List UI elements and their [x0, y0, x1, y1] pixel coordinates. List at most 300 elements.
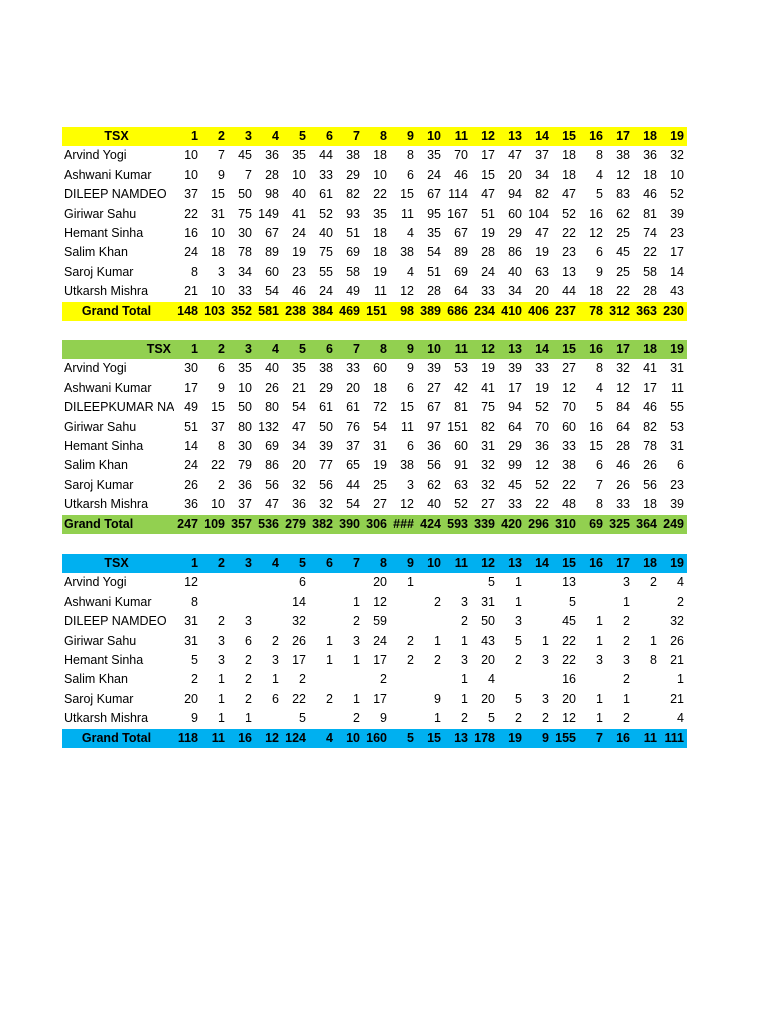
- table-cell: 69: [265, 439, 279, 454]
- table-cell: 55: [319, 264, 333, 279]
- table-cell: 11: [401, 206, 414, 221]
- table-cell: [633, 612, 660, 631]
- table-cell: [633, 709, 660, 728]
- table-cell: [390, 690, 417, 709]
- table-cell: 3: [461, 594, 468, 609]
- table-cell: 78: [238, 245, 252, 260]
- grand-total-cell: 69: [589, 516, 603, 531]
- table-cell: 89: [265, 245, 279, 260]
- table-cell: 18: [373, 148, 387, 163]
- table-cell: 4: [407, 264, 414, 279]
- table-cell: 31: [481, 594, 495, 609]
- table-cell: 20: [481, 653, 495, 668]
- table-cell: 50: [319, 419, 333, 434]
- grand-total-cell: 363: [636, 303, 657, 318]
- header-label: TSX: [146, 342, 171, 356]
- table-cell: 82: [481, 419, 495, 434]
- table-cell: 2: [515, 653, 522, 668]
- table-cell: 2: [326, 691, 333, 706]
- table-cell: 28: [427, 284, 441, 299]
- table-cell: 16: [184, 226, 198, 241]
- table-row: [62, 632, 687, 651]
- table-cell: 45: [562, 614, 576, 629]
- header-row: [62, 554, 687, 573]
- grand-total-cell: 16: [616, 730, 630, 745]
- grand-total-label: Grand Total: [81, 303, 152, 318]
- table-cell: 1: [218, 691, 225, 706]
- table-cell: 33: [238, 284, 252, 299]
- table-cell: 1: [461, 691, 468, 706]
- table-cell: 45: [616, 245, 630, 260]
- table-cell: 43: [481, 633, 495, 648]
- table-row: [62, 418, 687, 437]
- table-cell: 83: [616, 187, 630, 202]
- table-cell: [633, 670, 660, 689]
- table-cell: [228, 593, 255, 612]
- table-cell: 52: [535, 400, 549, 415]
- table-cell: 36: [427, 439, 441, 454]
- table-cell: 2: [407, 653, 414, 668]
- table-cell: 67: [265, 226, 279, 241]
- table-cell: 94: [508, 400, 522, 415]
- table-cell: 104: [528, 206, 549, 221]
- column-header: 5: [299, 129, 306, 143]
- column-header: 14: [535, 342, 549, 356]
- row-name: Utkarsh Mishra: [64, 711, 149, 726]
- table-cell: 40: [319, 226, 333, 241]
- table-cell: 49: [346, 284, 360, 299]
- table-cell: 22: [562, 633, 576, 648]
- table-cell: 19: [292, 245, 306, 260]
- table-cell: 36: [292, 497, 306, 512]
- table-cell: 1: [326, 633, 333, 648]
- table-cell: 27: [481, 497, 495, 512]
- table-cell: 82: [643, 419, 657, 434]
- table-cell: 19: [373, 458, 387, 473]
- column-header: 3: [245, 556, 252, 570]
- table-cell: 17: [643, 380, 657, 395]
- table-cell: 17: [373, 691, 387, 706]
- row-name: Hemant Sinha: [64, 653, 144, 668]
- table-cell: 78: [643, 439, 657, 454]
- table-cell: 6: [407, 439, 414, 454]
- table-cell: 62: [427, 477, 441, 492]
- column-header: 18: [643, 342, 657, 356]
- table-cell: 2: [245, 691, 252, 706]
- table-cell: 47: [292, 419, 306, 434]
- table-cell: 3: [218, 633, 225, 648]
- table-cell: 5: [299, 711, 306, 726]
- table-cell: 49: [184, 400, 198, 415]
- column-header: 3: [245, 129, 252, 143]
- table-cell: 2: [218, 614, 225, 629]
- column-header: 10: [427, 129, 441, 143]
- column-header: 1: [191, 556, 198, 570]
- row-name: Hemant Sinha: [64, 226, 144, 241]
- column-header: 13: [508, 342, 522, 356]
- table-cell: 1: [353, 594, 360, 609]
- table-cell: 31: [184, 633, 198, 648]
- table-cell: 35: [427, 148, 441, 163]
- table-cell: 26: [670, 633, 684, 648]
- table-cell: 36: [265, 148, 279, 163]
- table-cell: 1: [461, 633, 468, 648]
- table-cell: 23: [670, 226, 684, 241]
- table-cell: 12: [535, 458, 549, 473]
- table-cell: 15: [400, 187, 414, 202]
- table-cell: 2: [353, 614, 360, 629]
- grand-total-cell: 364: [636, 516, 657, 531]
- row-name: Salim Khan: [64, 245, 128, 260]
- table-cell: 1: [596, 633, 603, 648]
- table-cell: 38: [562, 458, 576, 473]
- table-cell: 32: [616, 361, 630, 376]
- row-name: DILEEPKUMAR NA: [64, 400, 174, 415]
- grand-total-cell: 109: [204, 516, 225, 531]
- table-cell: 22: [562, 477, 576, 492]
- table-cell: 32: [481, 458, 495, 473]
- table-cell: 24: [184, 458, 198, 473]
- table-cell: 51: [184, 419, 198, 434]
- table-cell: 39: [508, 361, 522, 376]
- table-cell: 29: [346, 167, 360, 182]
- table-cell: 19: [535, 245, 549, 260]
- table-cell: 17: [670, 245, 684, 260]
- table-cell: [633, 690, 660, 709]
- table-cell: 24: [481, 264, 495, 279]
- row-name: Hemant Sinha: [64, 439, 144, 454]
- grand-total-cell: 536: [258, 516, 279, 531]
- table-cell: 20: [562, 691, 576, 706]
- table-cell: 7: [218, 148, 225, 163]
- table-cell: [336, 573, 363, 592]
- table-cell: 93: [346, 206, 360, 221]
- column-header: 14: [535, 556, 549, 570]
- column-header: 5: [299, 342, 306, 356]
- table-cell: 55: [670, 400, 684, 415]
- table-cell: [255, 593, 282, 612]
- table-cell: 69: [454, 264, 468, 279]
- table-cell: 64: [616, 419, 630, 434]
- grand-total-cell: 410: [501, 303, 522, 318]
- table-cell: 14: [670, 264, 684, 279]
- table-cell: 17: [373, 653, 387, 668]
- table-cell: 2: [380, 672, 387, 687]
- table-cell: [390, 593, 417, 612]
- table-cell: 42: [454, 380, 468, 395]
- row-name: DILEEP NAMDEO: [64, 187, 167, 202]
- table-cell: 3: [461, 653, 468, 668]
- table-cell: 27: [373, 497, 387, 512]
- table-cell: 8: [596, 361, 603, 376]
- table-cell: 1: [596, 711, 603, 726]
- table-cell: 29: [319, 380, 333, 395]
- table-cell: 8: [596, 497, 603, 512]
- table-cell: 95: [427, 206, 441, 221]
- table-cell: 17: [184, 380, 198, 395]
- table-cell: 28: [481, 245, 495, 260]
- table-cell: 3: [272, 653, 279, 668]
- table-cell: 54: [346, 497, 360, 512]
- table-cell: [525, 573, 552, 592]
- table-cell: 13: [562, 264, 576, 279]
- table-cell: 20: [373, 575, 387, 590]
- table-cell: 18: [589, 284, 603, 299]
- table-cell: 46: [454, 167, 468, 182]
- table-cell: 10: [211, 284, 225, 299]
- table-cell: 64: [508, 419, 522, 434]
- table-cell: 5: [596, 400, 603, 415]
- table-cell: 19: [481, 361, 495, 376]
- table-cell: 3: [353, 633, 360, 648]
- table-cell: 2: [353, 711, 360, 726]
- table-cell: 28: [643, 284, 657, 299]
- column-header: 12: [481, 556, 495, 570]
- table-cell: 63: [454, 477, 468, 492]
- table-cell: 72: [373, 400, 387, 415]
- table-cell: 98: [265, 187, 279, 202]
- table-cell: 46: [643, 187, 657, 202]
- grand-total-row: [62, 302, 687, 321]
- grand-total-cell: ###: [393, 516, 414, 531]
- table-cell: 8: [218, 439, 225, 454]
- column-header: 19: [670, 129, 684, 143]
- table-cell: 31: [670, 439, 684, 454]
- table-cell: 35: [292, 148, 306, 163]
- table-cell: 86: [508, 245, 522, 260]
- grand-total-cell: 11: [643, 730, 657, 745]
- table-cell: 167: [447, 206, 468, 221]
- row-name: Utkarsh Mishra: [64, 497, 149, 512]
- table-cell: 15: [400, 400, 414, 415]
- table-cell: 17: [292, 653, 306, 668]
- table-cell: [201, 593, 228, 612]
- table-cell: 38: [346, 148, 360, 163]
- column-header: 14: [535, 129, 549, 143]
- table-cell: 44: [346, 477, 360, 492]
- table-cell: 20: [481, 691, 495, 706]
- table-cell: 74: [643, 226, 657, 241]
- row-name: Arvind Yogi: [64, 361, 127, 376]
- table-cell: 56: [265, 477, 279, 492]
- table-cell: 56: [643, 477, 657, 492]
- table-cell: 1: [677, 672, 684, 687]
- table-cell: 12: [616, 380, 630, 395]
- table-cell: 4: [677, 711, 684, 726]
- table-row: [62, 263, 687, 282]
- row-name: Saroj Kumar: [64, 264, 134, 279]
- grand-total-cell: 310: [555, 516, 576, 531]
- table-row: [62, 379, 687, 398]
- row-name: Ashwani Kumar: [64, 380, 152, 395]
- table-cell: 5: [191, 653, 198, 668]
- table-cell: 18: [643, 497, 657, 512]
- table-cell: 45: [508, 477, 522, 492]
- table-cell: 61: [319, 400, 333, 415]
- column-header: 10: [427, 342, 441, 356]
- grand-total-cell: 352: [231, 303, 252, 318]
- table-cell: [579, 593, 606, 612]
- table-cell: 50: [238, 187, 252, 202]
- table-cell: 21: [292, 380, 306, 395]
- column-header: 9: [407, 556, 414, 570]
- table-cell: 75: [319, 245, 333, 260]
- table-cell: 26: [616, 477, 630, 492]
- tsx-table-2: [62, 340, 687, 534]
- table-cell: 67: [454, 226, 468, 241]
- table-row: [62, 709, 687, 728]
- table-cell: 67: [427, 400, 441, 415]
- table-row: [62, 224, 687, 243]
- table-row: [62, 670, 687, 689]
- grand-total-cell: 4: [326, 730, 333, 745]
- table-cell: 15: [211, 187, 225, 202]
- table-cell: 37: [238, 497, 252, 512]
- row-name: DILEEP NAMDEO: [64, 614, 167, 629]
- table-cell: 3: [623, 653, 630, 668]
- column-header: 13: [508, 129, 522, 143]
- table-cell: 39: [670, 497, 684, 512]
- column-header: 7: [353, 556, 360, 570]
- table-cell: 40: [265, 361, 279, 376]
- table-cell: 5: [488, 711, 495, 726]
- table-cell: 19: [481, 226, 495, 241]
- table-cell: [525, 612, 552, 631]
- table-cell: 38: [400, 458, 414, 473]
- grand-total-cell: 424: [420, 516, 441, 531]
- table-cell: 33: [319, 167, 333, 182]
- table-cell: 27: [427, 380, 441, 395]
- table-cell: 22: [184, 206, 198, 221]
- table-cell: 2: [461, 711, 468, 726]
- table-cell: 34: [292, 439, 306, 454]
- table-cell: 1: [623, 594, 630, 609]
- table-cell: 12: [184, 575, 198, 590]
- table-cell: 14: [184, 439, 198, 454]
- table-cell: 10: [211, 226, 225, 241]
- table-cell: 41: [292, 206, 306, 221]
- table-cell: 26: [265, 380, 279, 395]
- table-cell: 19: [535, 380, 549, 395]
- row-name: Giriwar Sahu: [64, 633, 137, 648]
- table-row: [62, 456, 687, 475]
- table-cell: 36: [184, 497, 198, 512]
- table-cell: 26: [184, 477, 198, 492]
- grand-total-cell: 384: [312, 303, 333, 318]
- table-cell: 2: [623, 672, 630, 687]
- table-cell: 11: [374, 284, 387, 299]
- table-cell: 41: [481, 380, 495, 395]
- table-cell: 6: [596, 245, 603, 260]
- grand-total-cell: 124: [285, 730, 306, 745]
- grand-total-cell: 160: [366, 730, 387, 745]
- column-header: 16: [589, 556, 603, 570]
- table-cell: 2: [218, 477, 225, 492]
- table-cell: 35: [292, 361, 306, 376]
- table-cell: [255, 573, 282, 592]
- table-cell: 37: [184, 187, 198, 202]
- table-cell: [309, 573, 336, 592]
- column-header: 6: [326, 129, 333, 143]
- column-header: 16: [589, 129, 603, 143]
- table-cell: 12: [562, 380, 576, 395]
- column-header: 15: [562, 342, 576, 356]
- table-cell: 70: [454, 148, 468, 163]
- table-cell: 80: [265, 400, 279, 415]
- row-name: Salim Khan: [64, 672, 128, 687]
- table-cell: 31: [373, 439, 387, 454]
- table-cell: 15: [481, 167, 495, 182]
- grand-total-label: Grand Total: [64, 516, 134, 531]
- table-cell: 2: [461, 614, 468, 629]
- table-cell: 2: [407, 633, 414, 648]
- table-cell: 47: [481, 187, 495, 202]
- table-cell: 23: [292, 264, 306, 279]
- table-cell: 5: [488, 575, 495, 590]
- table-cell: 1: [542, 633, 549, 648]
- grand-total-cell: 237: [555, 303, 576, 318]
- grand-total-cell: 390: [339, 516, 360, 531]
- table-cell: 18: [373, 380, 387, 395]
- table-cell: 51: [427, 264, 441, 279]
- table-cell: 2: [542, 711, 549, 726]
- table-cell: 16: [589, 419, 603, 434]
- table-cell: [201, 573, 228, 592]
- table-cell: 36: [643, 148, 657, 163]
- table-cell: 56: [319, 477, 333, 492]
- column-header: 18: [643, 129, 657, 143]
- table-cell: 13: [562, 575, 576, 590]
- table-cell: 8: [191, 264, 198, 279]
- table-cell: 64: [454, 284, 468, 299]
- table-cell: 29: [508, 439, 522, 454]
- column-header: 15: [562, 556, 576, 570]
- tsx-table-1: [62, 127, 687, 321]
- table-cell: 3: [623, 575, 630, 590]
- table-cell: 25: [616, 264, 630, 279]
- table-cell: 24: [427, 167, 441, 182]
- table-cell: 33: [535, 361, 549, 376]
- table-cell: [336, 670, 363, 689]
- table-cell: 28: [616, 439, 630, 454]
- tsx-table-3: [62, 554, 687, 748]
- table-cell: 54: [373, 419, 387, 434]
- table-cell: 44: [319, 148, 333, 163]
- table-cell: 1: [218, 672, 225, 687]
- table-row: [62, 612, 687, 631]
- table-cell: 39: [427, 361, 441, 376]
- table-cell: 3: [542, 653, 549, 668]
- table-cell: 30: [184, 361, 198, 376]
- table-cell: 1: [407, 575, 414, 590]
- table-cell: 2: [677, 594, 684, 609]
- table-cell: 34: [508, 284, 522, 299]
- table-cell: [633, 593, 660, 612]
- table-cell: 132: [258, 419, 279, 434]
- grand-total-cell: 339: [474, 516, 495, 531]
- column-header: 12: [481, 342, 495, 356]
- grand-total-cell: 16: [238, 730, 252, 745]
- table-cell: 1: [272, 672, 279, 687]
- table-cell: 17: [481, 148, 495, 163]
- table-cell: 12: [616, 167, 630, 182]
- table-row: [62, 690, 687, 709]
- grand-total-cell: 312: [609, 303, 630, 318]
- table-cell: 46: [616, 458, 630, 473]
- table-cell: 1: [326, 653, 333, 668]
- grand-total-cell: 230: [663, 303, 684, 318]
- table-row: [62, 185, 687, 204]
